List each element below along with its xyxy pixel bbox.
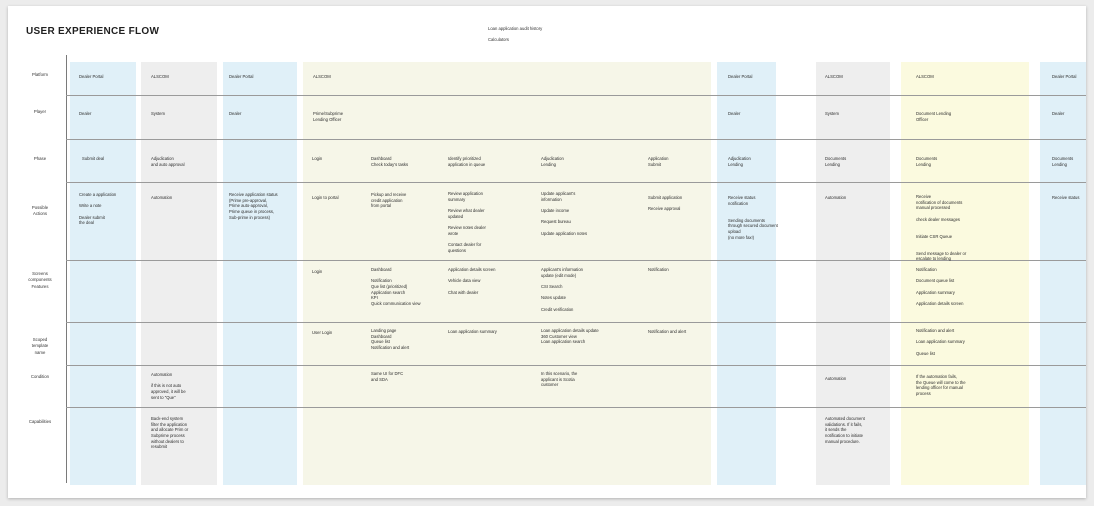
row-label-scoped-template: Scoped template name	[31, 337, 49, 355]
condition-cell: Automation if this is not auto approved, it will be sent to "Que"	[151, 372, 186, 400]
row-label-phase: Phase	[33, 156, 47, 161]
phase-cell: Application Submit	[648, 156, 669, 167]
platform-cell: ALSCOM	[151, 74, 169, 79]
screen-cell: Notification Document queue list Application summary Application details screen	[916, 267, 964, 307]
player-cell: Dealer	[79, 111, 92, 116]
player-cell: System	[151, 111, 165, 116]
platform-cell: Dealer Portal	[79, 74, 104, 79]
row-divider	[66, 322, 1086, 323]
row-label-player: Player	[33, 109, 47, 114]
action-cell: Receive application status (Prime pre-approval, Prime auto-approval, Prime queue in process, Sub-prime in process)	[229, 192, 278, 220]
screen-cell: Dashboard Notification Que list (prioritized) Application search KPI Quick communication view	[371, 267, 421, 307]
phase-cell: Submit deal	[82, 156, 105, 161]
row-label-condition: Condition	[30, 374, 50, 379]
row-label-screens-components: Screens components Features	[28, 271, 52, 289]
column-dealer-portal-1	[70, 62, 136, 485]
player-cell: Dealer	[229, 111, 242, 116]
template-cell: Landing page Dashboard Queue list Notification and alert	[371, 328, 410, 351]
column-dealer-portal-4	[1040, 62, 1086, 485]
player-cell: Prime/Subprime Lending Officer	[313, 111, 344, 122]
row-divider	[66, 407, 1086, 408]
flow-diagram-board	[8, 6, 1086, 498]
platform-cell: Dealer Portal	[229, 74, 254, 79]
phase-cell: Documents Lending	[916, 156, 938, 167]
phase-cell: Dashboard Check today's tasks	[371, 156, 409, 167]
action-cell: Login to portal	[312, 195, 339, 200]
phase-cell: Adjudication Lending	[728, 156, 751, 167]
platform-cell: Dealer Portal	[728, 74, 753, 79]
action-cell: Submit application Receive approval	[648, 195, 683, 212]
phase-cell: Login	[312, 156, 323, 161]
phase-cell: Documents Lending	[1052, 156, 1074, 167]
action-cell: Create a application Write a note Dealer submit the deal	[79, 192, 117, 226]
row-label-possible-actions: Possible Actions	[31, 205, 49, 217]
screen-cell: Notification	[648, 267, 669, 272]
template-cell: Notification and alert Loan application summary Queue list	[916, 328, 965, 356]
action-cell: Receive status notification Sending documents through secured document upload (no more fax!)	[728, 195, 778, 240]
row-divider	[66, 182, 1086, 183]
column-dealer-portal-2	[223, 62, 297, 485]
screen-cell: Application details screen Vehicle data view Chat with dealer	[448, 267, 496, 295]
column-alscom-lending	[303, 62, 711, 485]
action-cell: Automation	[825, 195, 847, 200]
phase-cell: Documents Lending	[825, 156, 847, 167]
row-label-divider	[66, 55, 67, 483]
condition-cell: Same UI for DFC and SDA	[371, 371, 404, 382]
action-cell: Pickup and receive credit application from portal	[371, 192, 407, 209]
diagram-title: USER EXPERIENCE FLOW	[26, 26, 160, 37]
action-cell: Receive status	[1052, 195, 1080, 200]
action-cell: Update applicant's information Update income Request bureau Update application notes	[541, 191, 588, 236]
player-cell: System	[825, 111, 839, 116]
capability-cell: Back-end system filter the application and allocate Prim or Subprime process without dealers to resubmit	[151, 416, 189, 450]
phase-cell: Adjudication Lending	[541, 156, 564, 167]
player-cell: Dealer	[1052, 111, 1065, 116]
capability-cell: Automated document validations. If it fails, it sends the notification to initiate manual procedure.	[825, 416, 865, 444]
calculators-note: Calculators	[488, 37, 509, 42]
condition-cell: If the automation fails, the Queue will come to the lending officer for manual process	[916, 374, 966, 397]
action-cell: Review application summary Review what dealer updated Review notes dealer wrote Contact dealer for questions	[448, 191, 486, 253]
template-cell: Loan application summary	[448, 329, 497, 334]
platform-cell: ALSCOM	[916, 74, 934, 79]
platform-cell: ALSCOM	[313, 74, 331, 79]
row-divider	[66, 139, 1086, 140]
row-label-platform: Platform	[32, 72, 48, 77]
action-cell: Automation	[151, 195, 173, 200]
screen-cell: Login	[312, 269, 323, 274]
row-divider	[66, 95, 1086, 96]
template-cell: Loan application details update 360 Customer view Loan application search	[541, 328, 599, 345]
action-cell: Receive notification of documents manual processed check dealer messages Initiate CSR Queue Send message to dealer or escalate to lending	[916, 194, 967, 262]
platform-cell: Dealer Portal	[1052, 74, 1077, 79]
template-cell: User Login	[312, 330, 333, 335]
column-dealer-portal-3	[717, 62, 776, 485]
platform-cell: ALSCOM	[825, 74, 843, 79]
template-cell: Notification and alert	[648, 329, 687, 334]
phase-cell: Adjudication and auto approval	[151, 156, 185, 167]
condition-cell: Automation	[825, 376, 847, 381]
row-label-capabilities: Capabilities	[28, 419, 52, 424]
audit-history-note: Loan application audit history	[488, 26, 543, 31]
row-divider	[66, 365, 1086, 366]
player-cell: Dealer	[728, 111, 741, 116]
screen-cell: Applicant's information update (edit mode) CSI Search Notes update Credit verification	[541, 267, 583, 312]
player-cell: Document Lending Officer	[916, 111, 952, 122]
condition-cell: In this scenario, the applicant is Scotia customer	[541, 371, 578, 388]
phase-cell: Identify prioritized application in queue	[448, 156, 486, 167]
